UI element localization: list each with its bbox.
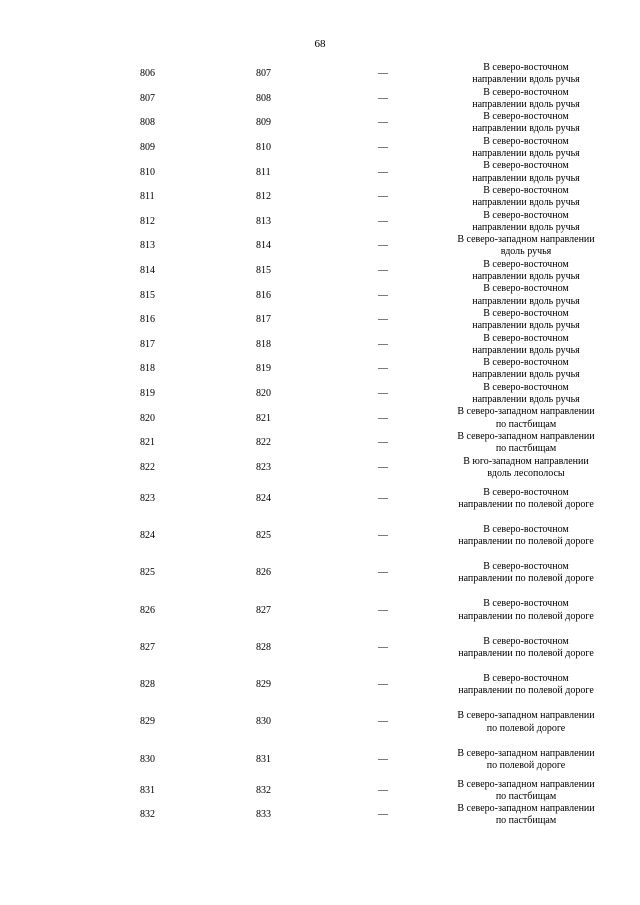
to-point: 812 (256, 191, 271, 203)
direction-text: В северо-восточном направлении вдоль ручья (472, 283, 580, 307)
dash: — (378, 191, 388, 203)
to-point: 823 (256, 461, 271, 473)
boundary-table (0, 62, 640, 828)
direction-description (456, 210, 596, 235)
dash: — (378, 314, 388, 326)
table-row (0, 667, 640, 704)
direction-description (456, 456, 596, 481)
to-point: 821 (256, 412, 271, 424)
table-row (0, 160, 640, 185)
table-row (0, 431, 640, 456)
direction-description (456, 431, 596, 456)
from-point: 824 (140, 529, 155, 541)
direction-description (456, 480, 596, 517)
direction-description (456, 333, 596, 358)
direction-text: В северо-западном направлении вдоль ручья (457, 234, 595, 258)
direction-text: В северо-западном направлении по полевой дороге (457, 747, 595, 771)
dash: — (378, 117, 388, 129)
dash: — (378, 387, 388, 399)
dash: — (378, 92, 388, 104)
to-point: 814 (256, 240, 271, 252)
direction-text: В северо-восточном направлении по полевой дороге (458, 523, 594, 548)
dash: — (378, 461, 388, 473)
table-row (0, 185, 640, 210)
table-row (0, 111, 640, 136)
from-point: 811 (140, 191, 155, 203)
to-point: 833 (256, 809, 271, 821)
direction-text: В северо-восточном направлении вдоль ручья (472, 160, 580, 184)
direction-text: В северо-восточном направлении вдоль ручья (472, 135, 580, 160)
from-point: 813 (140, 240, 155, 252)
direction-description (456, 667, 596, 704)
direction-description (456, 382, 596, 407)
table-row (0, 234, 640, 259)
table-row (0, 308, 640, 333)
table-row (0, 555, 640, 592)
dash: — (378, 166, 388, 178)
direction-description (456, 234, 596, 259)
to-point: 819 (256, 363, 271, 375)
direction-description (456, 803, 596, 828)
to-point: 824 (256, 492, 271, 504)
direction-description (456, 160, 596, 185)
table-row (0, 210, 640, 235)
dash: — (378, 529, 388, 541)
from-point: 812 (140, 215, 155, 227)
to-point: 809 (256, 117, 271, 129)
table-row (0, 259, 640, 284)
direction-text: В северо-западном направлении по пастбищам (457, 406, 595, 430)
to-point: 818 (256, 338, 271, 350)
table-row (0, 62, 640, 87)
table-row (0, 592, 640, 629)
direction-text: В северо-восточном направлении вдоль ручья (472, 185, 580, 209)
table-row (0, 629, 640, 666)
dash: — (378, 437, 388, 449)
table-row (0, 283, 640, 308)
direction-text: В юго-западном направлении вдоль лесополосы (463, 455, 589, 479)
table-row (0, 382, 640, 407)
direction-text: В северо-восточном направлении по полевой дороге (458, 598, 594, 622)
direction-description (456, 111, 596, 136)
direction-description (456, 259, 596, 284)
direction-description (456, 741, 596, 778)
direction-text: В северо-восточном направлении вдоль ручья (472, 62, 580, 86)
dash: — (378, 363, 388, 375)
from-point: 826 (140, 604, 155, 616)
from-point: 809 (140, 141, 155, 153)
table-row (0, 778, 640, 803)
to-point: 825 (256, 529, 271, 541)
table-row (0, 704, 640, 741)
from-point: 829 (140, 716, 155, 728)
direction-text: В северо-восточном направлении вдоль ручья (472, 357, 580, 381)
direction-description (456, 62, 596, 87)
direction-description (456, 185, 596, 210)
to-point: 817 (256, 314, 271, 326)
direction-description (456, 555, 596, 592)
to-point: 816 (256, 289, 271, 301)
table-row (0, 803, 640, 828)
from-point: 825 (140, 567, 155, 579)
direction-description (456, 517, 596, 554)
direction-description (456, 308, 596, 333)
dash: — (378, 604, 388, 616)
dash: — (378, 492, 388, 504)
to-point: 831 (256, 753, 271, 765)
direction-text: В северо-восточном направлении по полевой дороге (458, 673, 594, 697)
page-number: 68 (314, 38, 326, 50)
from-point: 807 (140, 92, 155, 104)
direction-description (456, 87, 596, 112)
direction-description (456, 778, 596, 803)
dash: — (378, 264, 388, 276)
from-point: 827 (140, 641, 155, 653)
to-point: 810 (256, 141, 271, 153)
direction-description (456, 704, 596, 741)
table-row (0, 357, 640, 382)
from-point: 832 (140, 809, 155, 821)
table-row (0, 741, 640, 778)
to-point: 811 (256, 166, 271, 178)
dash: — (378, 567, 388, 579)
direction-text: В северо-западном направлении по пастбищам (457, 778, 595, 802)
from-point: 822 (140, 461, 155, 473)
from-point: 818 (140, 363, 155, 375)
table-row (0, 480, 640, 517)
direction-text: В северо-восточном направлении по полевой дороге (458, 486, 594, 510)
from-point: 810 (140, 166, 155, 178)
to-point: 830 (256, 716, 271, 728)
to-point: 820 (256, 387, 271, 399)
direction-description (456, 136, 596, 161)
direction-text: В северо-восточном направлении вдоль ручья (472, 86, 580, 110)
dash: — (378, 141, 388, 153)
direction-text: В северо-восточном направлении вдоль ручья (472, 332, 580, 356)
dash: — (378, 289, 388, 301)
table-row (0, 456, 640, 481)
dash: — (378, 679, 388, 691)
table-row (0, 136, 640, 161)
from-point: 816 (140, 314, 155, 326)
dash: — (378, 68, 388, 80)
table-row (0, 87, 640, 112)
to-point: 822 (256, 437, 271, 449)
from-point: 819 (140, 387, 155, 399)
direction-text: В северо-восточном направлении вдоль ручья (472, 258, 580, 283)
from-point: 808 (140, 117, 155, 129)
from-point: 814 (140, 264, 155, 276)
to-point: 815 (256, 264, 271, 276)
direction-text: В северо-западном направлении по полевой дороге (457, 710, 595, 734)
dash: — (378, 215, 388, 227)
to-point: 828 (256, 641, 271, 653)
to-point: 807 (256, 68, 271, 80)
dash: — (378, 240, 388, 252)
table-row (0, 517, 640, 554)
dash: — (378, 716, 388, 728)
direction-description (456, 406, 596, 431)
to-point: 808 (256, 92, 271, 104)
direction-description (456, 283, 596, 308)
to-point: 826 (256, 567, 271, 579)
table-row (0, 406, 640, 431)
dash: — (378, 641, 388, 653)
direction-text: В северо-восточном направлении по полевой дороге (458, 635, 594, 659)
dash: — (378, 784, 388, 796)
to-point: 813 (256, 215, 271, 227)
direction-text: В северо-восточном направлении по полевой дороге (458, 561, 594, 585)
direction-text: В северо-восточном направлении вдоль ручья (472, 308, 580, 332)
direction-text: В северо-восточном направлении вдоль ручья (472, 209, 580, 233)
dash: — (378, 338, 388, 350)
from-point: 823 (140, 492, 155, 504)
dash: — (378, 753, 388, 765)
direction-description (456, 629, 596, 666)
from-point: 831 (140, 784, 155, 796)
direction-text: В северо-восточном направлении вдоль ручья (472, 381, 580, 406)
direction-text: В северо-западном направлении по пастбищам (457, 431, 595, 455)
from-point: 821 (140, 437, 155, 449)
table-row (0, 333, 640, 358)
from-point: 815 (140, 289, 155, 301)
direction-description (456, 592, 596, 629)
dash: — (378, 412, 388, 424)
direction-text: В северо-восточном направлении вдоль ручья (472, 111, 580, 135)
from-point: 820 (140, 412, 155, 424)
from-point: 806 (140, 68, 155, 80)
direction-description (456, 357, 596, 382)
direction-text: В северо-западном направлении по пастбищам (457, 803, 595, 827)
dash: — (378, 809, 388, 821)
to-point: 827 (256, 604, 271, 616)
from-point: 817 (140, 338, 155, 350)
to-point: 832 (256, 784, 271, 796)
from-point: 830 (140, 753, 155, 765)
to-point: 829 (256, 679, 271, 691)
from-point: 828 (140, 679, 155, 691)
